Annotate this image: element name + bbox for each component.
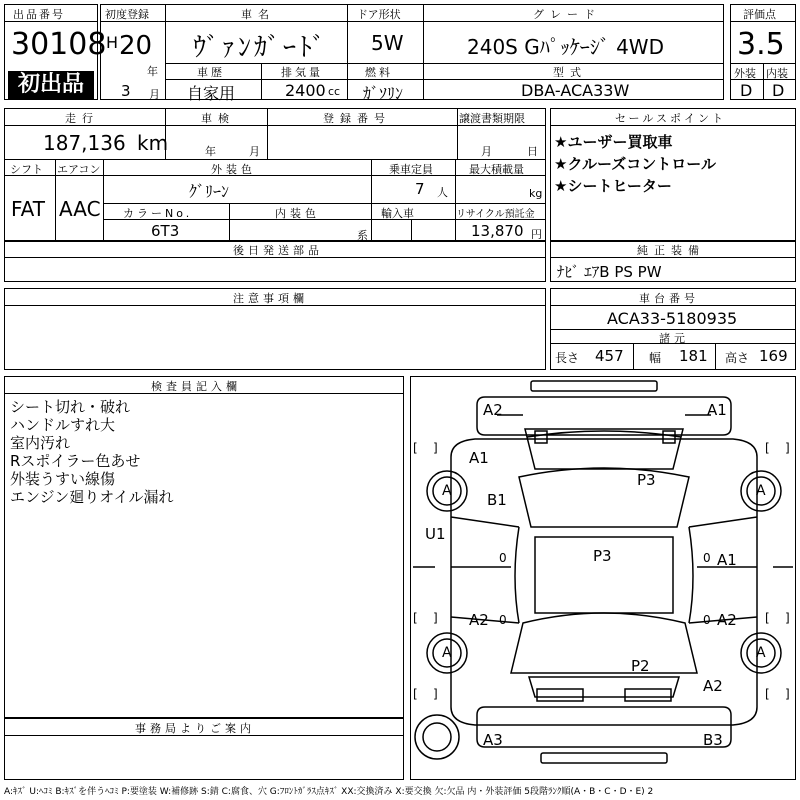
reg-month: 3: [121, 82, 131, 100]
recycle-header: リサイクル預託金: [456, 209, 535, 220]
transfer-day-unit: 日: [527, 145, 538, 158]
notes-section: [4, 288, 546, 370]
displacement-header: 排気量: [281, 66, 323, 79]
later-parts-section: [4, 240, 546, 282]
damage-legend: A:ｷｽﾞ U:ﾍｺﾐ B:ｷｽﾞを伴うﾍｺﾐ P:要塗装 W:補修跡 S:錆 C:腐食、穴 G:ﾌﾛﾝﾄｶﾞﾗｽ点ｷｽﾞ XX:交換済み X:要交換 欠:欠品 内・外装評価 5段階ﾗﾝｸ順(A・B・C・D・E) 2: [4, 787, 654, 797]
chassis-header: 車台番号: [639, 292, 699, 305]
model-header: 型式: [553, 66, 587, 79]
ext-color: ｸﾞﾘｰﾝ: [189, 182, 230, 201]
chassis-number: ACA33-5180935: [607, 309, 738, 328]
displacement: 2400: [285, 81, 326, 100]
bracket-left-mid-close: ]: [433, 611, 438, 625]
mark-front-left: A2: [483, 401, 503, 419]
mark-trunk: P2: [631, 657, 650, 675]
recycle-fee: 13,870: [471, 222, 524, 240]
displacement-unit: cc: [328, 85, 341, 98]
inspector-line-2: ハンドルすれ大: [10, 416, 116, 434]
inspection-year-unit: 年: [205, 145, 216, 158]
notes-header: 注意事項欄: [233, 292, 308, 305]
mark-zero-rear-right: 0: [703, 613, 711, 627]
length-label: 長さ: [555, 351, 580, 365]
fuel: ｶﾞｿﾘﾝ: [363, 84, 404, 103]
reg-year: 20: [119, 31, 153, 61]
ac: AAC: [59, 197, 101, 221]
mark-zero-left: 0: [499, 551, 507, 565]
mark-roof: P3: [593, 547, 612, 565]
height-label: 高さ: [725, 351, 750, 365]
lot-no-header: 出品番号: [13, 8, 65, 21]
sales-points-header: セールスポイント: [615, 112, 727, 125]
overall-score: 3.5: [737, 27, 785, 62]
mark-rear-right-bottom: B3: [703, 731, 723, 749]
car-name: ｳﾞｧﾝｶﾞｰﾄﾞ: [193, 33, 329, 63]
capacity-header: 乗車定員: [389, 163, 433, 176]
vehicle-info-section: [100, 4, 724, 103]
bracket-left-bot-close: ]: [433, 687, 438, 701]
capacity: 7: [415, 180, 425, 198]
bracket-right-mid-close: ]: [785, 611, 790, 625]
mileage-header: 走行: [65, 112, 99, 125]
mark-left-panel: U1: [425, 525, 446, 543]
vehicle-details-section: [4, 108, 546, 242]
color-no: 6T3: [151, 222, 180, 240]
grade: 240S Gﾊﾟｯｹｰｼﾞ 4WD: [467, 35, 664, 59]
inspector-line-5: 外装うすい線傷: [10, 470, 116, 488]
lot-section: [4, 4, 107, 100]
car-name-header: 車名: [241, 8, 275, 21]
inspector-line-4: Rスポイラー色あせ: [10, 452, 141, 470]
inspector-header: 検査員記入欄: [151, 380, 241, 393]
month-unit: 月: [149, 88, 160, 101]
inspector-section: [4, 376, 404, 718]
ac-header: エアコン: [57, 163, 101, 176]
bracket-right-mid: [: [765, 611, 770, 625]
office-notes-section: [4, 718, 404, 780]
mark-wheel-front-left: A: [442, 483, 452, 499]
office-notes-header: 事務局よりご案内: [135, 722, 255, 735]
mark-zero-rear-left: 0: [499, 613, 507, 627]
interior-grade: D: [772, 81, 785, 100]
era: H: [106, 33, 119, 52]
mark-wheel-rear-right: A: [756, 645, 766, 661]
damage-diagram: [410, 376, 796, 780]
width-value: 181: [679, 347, 708, 365]
width-label: 幅: [649, 351, 662, 365]
mark-wheel-rear-left: A: [442, 645, 452, 661]
ext-color-header: 外装色: [211, 163, 256, 176]
shift: FAT: [11, 197, 46, 221]
model-code: DBA-ACA33W: [521, 81, 630, 100]
bracket-left-top: [: [413, 441, 418, 455]
mileage-unit: km: [137, 131, 169, 155]
year-unit: 年: [147, 65, 158, 78]
sales-point-2: ★クルーズコントロール: [554, 155, 716, 173]
shift-header: シフト: [10, 163, 43, 176]
recycle-unit: 円: [531, 228, 542, 241]
exterior-grade: D: [740, 81, 753, 100]
first-listing-badge: 初出品: [8, 71, 94, 99]
bracket-left-top-close: ]: [433, 441, 438, 455]
interior-header: 内装: [766, 67, 788, 80]
sales-point-3: ★シートヒーター: [554, 177, 672, 195]
equipment-list: ﾅﾋﾞ ｴｱB PS PW: [557, 263, 662, 281]
fuel-header: 燃料: [365, 66, 393, 79]
mileage: 187,136: [43, 131, 126, 155]
mark-fender-left: A1: [469, 449, 489, 467]
first-reg-header: 初度登録: [105, 8, 149, 21]
sales-points-section: [550, 108, 796, 242]
transfer-month-unit: 月: [481, 145, 492, 158]
later-parts-header: 後日発送部品: [233, 244, 323, 257]
capacity-unit: 人: [437, 186, 448, 199]
reg-no-header: 登録番号: [323, 112, 391, 125]
bracket-left-mid: [: [413, 611, 418, 625]
mark-right-door: A1: [717, 551, 737, 569]
int-color-unit: 系: [357, 229, 368, 242]
mark-rear-left-bottom: A3: [483, 731, 503, 749]
history-header: 車歴: [197, 66, 225, 79]
grade-header: グレード: [533, 8, 601, 21]
bracket-right-bot-close: ]: [785, 687, 790, 701]
color-no-header: カラーNo.: [123, 207, 193, 220]
equipment-section: [550, 240, 796, 282]
score-header: 評価点: [743, 8, 776, 21]
exterior-header: 外装: [734, 67, 756, 80]
bracket-right-top: [: [765, 441, 770, 455]
max-load-header: 最大積載量: [469, 163, 524, 176]
mark-zero-right: 0: [703, 551, 711, 565]
mark-door-front-left: B1: [487, 491, 507, 509]
inspection-header: 車検: [201, 112, 235, 125]
int-color-header: 内装色: [275, 207, 320, 220]
chassis-section: [550, 288, 796, 370]
dimensions-header: 諸元: [659, 332, 689, 345]
mark-hood: P3: [637, 471, 656, 489]
height-value: 169: [759, 347, 788, 365]
door-header: ドア形状: [357, 8, 401, 21]
car-outline-diagram: [411, 377, 795, 779]
mark-rear-door-left: A2: [469, 611, 489, 629]
bracket-left-bot: [: [413, 687, 418, 701]
max-load-unit: kg: [529, 187, 543, 200]
score-section: [730, 4, 796, 100]
inspection-month-unit: 月: [249, 145, 260, 158]
import-header: 輸入車: [381, 207, 414, 220]
mark-wheel-front-right: A: [756, 483, 766, 499]
inspector-line-3: 室内汚れ: [10, 434, 71, 452]
equipment-header: 純正装備: [637, 244, 705, 257]
mark-rear-door-right: A2: [717, 611, 737, 629]
bracket-right-top-close: ]: [785, 441, 790, 455]
history: 自家用: [187, 84, 236, 103]
inspector-line-1: シート切れ・破れ: [10, 398, 131, 416]
inspector-line-6: エンジン廻りオイル漏れ: [10, 488, 174, 506]
mark-rear-right: A2: [703, 677, 723, 695]
bracket-right-bot: [: [765, 687, 770, 701]
length-value: 457: [595, 347, 624, 365]
door-type: 5W: [371, 31, 404, 55]
mark-front-right: A1: [707, 401, 727, 419]
transfer-deadline-header: 譲渡書類期限: [459, 112, 525, 125]
lot-number: 30108: [11, 27, 107, 62]
sales-point-1: ★ユーザー買取車: [554, 133, 673, 151]
